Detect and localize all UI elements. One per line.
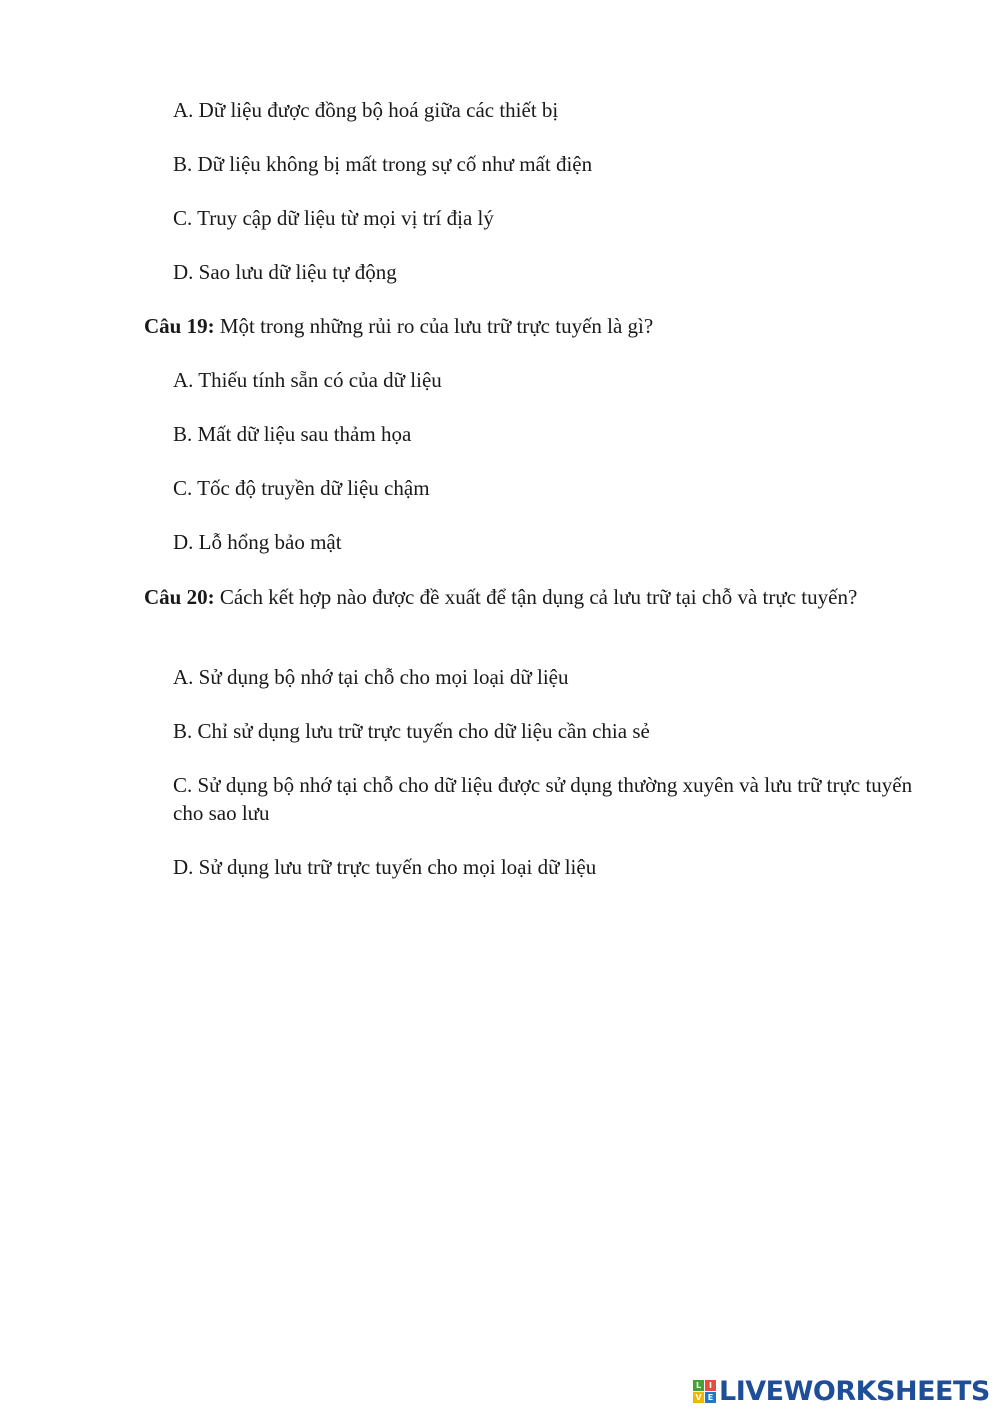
- q20-option-d[interactable]: D. Sử dụng lưu trữ trực tuyến cho mọi loại dữ liệu: [173, 855, 597, 879]
- q19-option-d[interactable]: D. Lỗ hổng bảo mật: [173, 530, 342, 554]
- question-20-text: Cách kết hợp nào được đề xuất để tận dụng cả lưu trữ tại chỗ và trực tuyến?: [214, 585, 858, 609]
- question-19-label: Câu 19:: [144, 314, 215, 338]
- q19-option-c[interactable]: C. Tốc độ truyền dữ liệu chậm: [173, 476, 430, 500]
- q18-option-d[interactable]: D. Sao lưu dữ liệu tự động: [173, 260, 397, 284]
- q18-option-a[interactable]: A. Dữ liệu được đồng bộ hoá giữa các thiết bị: [173, 98, 559, 122]
- q20-option-b[interactable]: B. Chỉ sử dụng lưu trữ trực tuyến cho dữ liệu cần chia sẻ: [173, 719, 650, 743]
- logo-block-i: I: [705, 1380, 716, 1391]
- question-19: [144, 312, 904, 340]
- q20-option-a[interactable]: A. Sử dụng bộ nhớ tại chỗ cho mọi loại dữ liệu: [173, 665, 569, 689]
- q18-option-c[interactable]: C. Truy cập dữ liệu từ mọi vị trí địa lý: [173, 206, 494, 230]
- logo-block-e: E: [705, 1392, 716, 1403]
- logo-text: LIVEWORKSHEETS: [719, 1375, 990, 1407]
- logo-blocks-icon: [693, 1380, 716, 1403]
- q19-option-b[interactable]: B. Mất dữ liệu sau thảm họa: [173, 422, 412, 446]
- q18-option-b[interactable]: B. Dữ liệu không bị mất trong sự cố như mất điện: [173, 152, 593, 176]
- liveworksheets-logo: [693, 1375, 990, 1407]
- question-19-text: Một trong những rủi ro của lưu trữ trực tuyến là gì?: [214, 314, 654, 338]
- logo-block-v: V: [693, 1392, 704, 1403]
- question-20: [144, 583, 904, 611]
- logo-block-l: L: [693, 1380, 704, 1391]
- q19-option-a[interactable]: A. Thiếu tính sẵn có của dữ liệu: [173, 368, 442, 392]
- q20-option-c[interactable]: C. Sử dụng bộ nhớ tại chỗ cho dữ liệu được sử dụng thường xuyên và lưu trữ trực tuyến cho sao lưu: [173, 773, 913, 825]
- question-20-label: Câu 20:: [144, 585, 215, 609]
